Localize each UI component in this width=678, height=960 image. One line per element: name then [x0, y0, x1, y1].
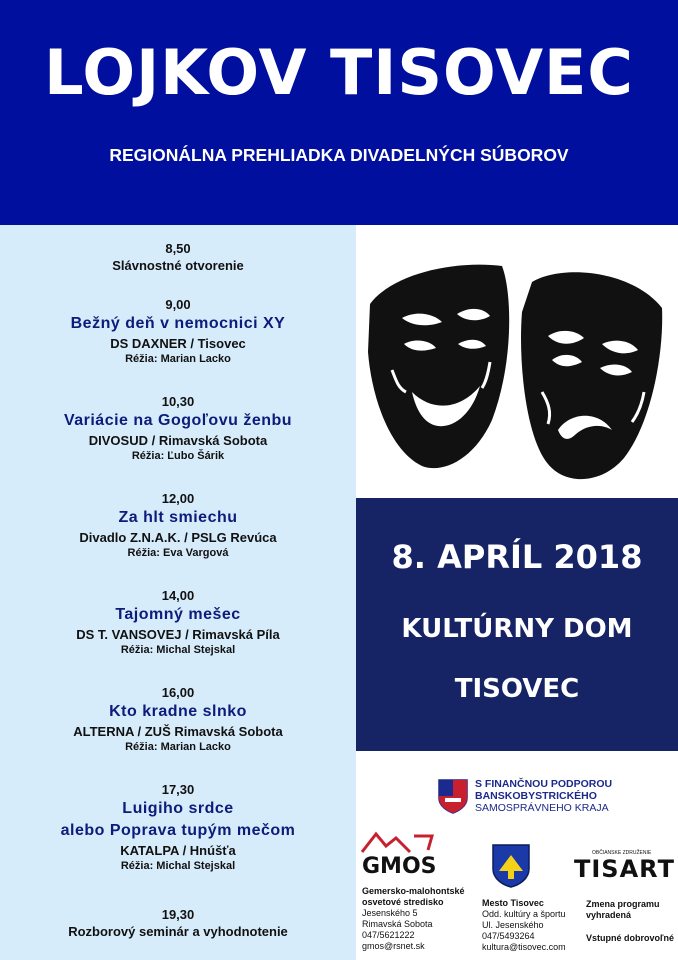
region-coat-of-arms-icon	[437, 778, 469, 814]
program-text: Slávnostné otvorenie	[112, 258, 244, 273]
gmos-contact	[362, 886, 472, 952]
program-item	[0, 906, 356, 941]
program-text: Rozborový seminár a vyhodnotenie	[68, 924, 288, 939]
program-director: Réžia: Michal Stejskal	[120, 860, 236, 872]
page-subtitle: REGIONÁLNA PREHLIADKA DIVADELNÝCH SÚBOROV	[109, 145, 569, 165]
program-director: Réžia: Eva Vargová	[127, 547, 229, 559]
funding-line: BANSKOBYSTRICKÉHO	[475, 790, 597, 802]
program-director: Réžia: Marian Lacko	[125, 353, 231, 365]
program-troupe: ALTERNA / ZUŠ Rimavská Sobota	[73, 724, 283, 739]
program-item	[0, 490, 356, 561]
program-director: Réžia: Marian Lacko	[125, 741, 231, 753]
tisart-note: Vstupné dobrovoľné	[586, 933, 674, 943]
mesto-contact	[482, 898, 578, 953]
program-troupe: KATALPA / Hnúšťa	[120, 843, 236, 858]
gmos-logo	[358, 830, 438, 882]
program-item	[0, 296, 356, 367]
program-title: Bežný deň v nemocnici XY	[70, 315, 286, 332]
gmos-email: gmos@rsnet.sk	[362, 941, 425, 951]
tisart-logo-text: TISART	[574, 855, 675, 883]
gmos-name: Gemersko-malohontské	[362, 886, 465, 896]
funding-line: S FINANČNOU PODPOROU	[475, 778, 613, 790]
program-time: 16,00	[161, 685, 195, 700]
program-title: Variácie na Gogoľovu ženbu	[63, 412, 293, 429]
gmos-logo-text: GMOS	[362, 854, 437, 879]
tisart-small-text: OBČIANSKE ZDRUŽENIE	[592, 850, 652, 856]
program-item	[0, 587, 356, 658]
funding-line: SAMOSPRÁVNEHO KRAJA	[475, 802, 609, 814]
program-director: Réžia: Michal Stejskal	[120, 644, 236, 656]
program-troupe: DS T. VANSOVEJ / Rimavská Píla	[76, 627, 280, 642]
gmos-mountain-icon	[358, 830, 438, 854]
program-time: 10,30	[161, 394, 195, 409]
funding-support-block	[437, 778, 657, 818]
tisart-logo	[574, 850, 675, 886]
funding-text	[475, 778, 612, 814]
program-time: 19,30	[161, 907, 195, 922]
tisart-note: vyhradená	[586, 910, 632, 920]
program-item	[0, 684, 356, 755]
program-title-second-line: alebo Poprava tupým mečom	[60, 822, 296, 839]
program-time: 14,00	[161, 588, 195, 603]
program-item	[0, 393, 356, 464]
program-title: Za hlt smiechu	[118, 509, 238, 526]
program-title: Luigiho srdce	[122, 800, 234, 817]
tisart-note: Zmena programu	[586, 899, 660, 909]
mesto-address: Ul. Jesenského	[482, 920, 544, 930]
header-banner	[0, 0, 678, 225]
page-title: LOJKOV TISOVEC	[44, 36, 634, 109]
program-panel	[0, 225, 356, 960]
event-town: TISOVEC	[454, 674, 580, 704]
program-item	[0, 781, 356, 874]
gmos-phone: 047/5621222	[362, 930, 415, 940]
program-title: Tajomný mešec	[115, 606, 241, 623]
program-item	[0, 240, 356, 275]
program-time: 12,00	[161, 491, 195, 506]
program-troupe: DS DAXNER / Tisovec	[110, 336, 246, 351]
gmos-address: Rimavská Sobota	[362, 919, 433, 929]
event-date: 8. APRÍL 2018	[391, 538, 643, 576]
program-title: Kto kradne slnko	[109, 703, 247, 720]
gmos-name: osvetové stredisko	[362, 897, 444, 907]
mesto-email: kultura@tisovec.com	[482, 942, 566, 952]
mesto-phone: 047/5493264	[482, 931, 535, 941]
event-info-box	[356, 498, 678, 751]
tisovec-coat-of-arms-icon	[491, 843, 531, 889]
program-time: 17,30	[161, 782, 195, 797]
program-troupe: Divadlo Z.N.A.K. / PSLG Revúca	[79, 530, 277, 545]
theatre-masks-icon	[362, 252, 668, 490]
mesto-dept: Odd. kultúry a športu	[482, 909, 566, 919]
program-director: Réžia: Ľubo Šárik	[131, 450, 225, 462]
mesto-name: Mesto Tisovec	[482, 898, 544, 908]
event-venue: KULTÚRNY DOM	[401, 614, 633, 644]
program-time: 9,00	[165, 297, 191, 312]
program-troupe: DIVOSUD / Rimavská Sobota	[88, 433, 268, 448]
tisart-notes	[586, 899, 676, 944]
program-time: 8,50	[165, 241, 191, 256]
gmos-address: Jesenského 5	[362, 908, 418, 918]
